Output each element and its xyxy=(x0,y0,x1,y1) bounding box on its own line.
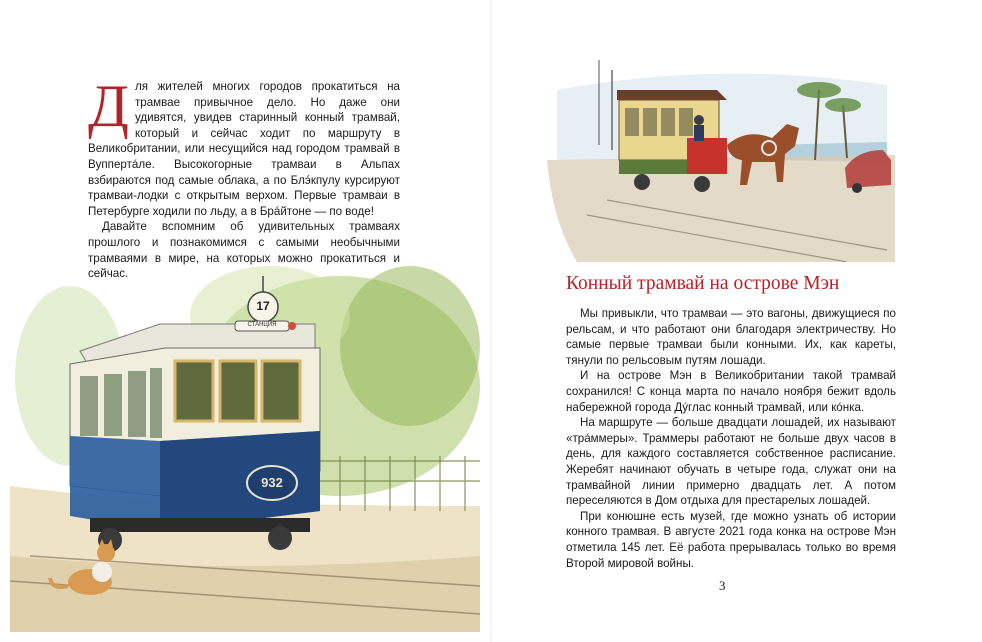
drop-cap: Д xyxy=(88,73,129,139)
page-number: 3 xyxy=(719,578,726,593)
intro-paragraph-2: Давайте вспомним об удивительных трамваях прошлого и познакомимся с самыми необычными трамваями в мире, на которых можно прокатиться и сейчас. xyxy=(88,220,400,281)
section-heading: Конный трамвай на острове Мэн xyxy=(566,273,840,294)
body-paragraph: На маршруте — больше двадцати лошадей, их называют «трáммеры». Траммеры работают не больше двух часов в день, для каждого составляется собственное расписание. Жеребят начинают обучать в четыре года, служат они на трамвайной линии примерно двадцать лет. А потом переселяются в Дом отдыха для престарелых лошадей. xyxy=(566,416,896,508)
tram-route-number: 17 xyxy=(256,299,270,313)
body-paragraph: Мы привыкли, что трамваи — это вагоны, движущиеся по рельсам, и что работают они благодаря электричеству. Но самые первые трамваи были конными. Их, как кареты, тянули по рельсовым путям лошади. xyxy=(566,307,896,367)
tram-route-sign: СТАНЦИЯ xyxy=(247,322,277,328)
tram-car-number: 932 xyxy=(261,475,283,490)
body-paragraph: При конюшне есть музей, где можно узнать об истории конного трамвая. В августе 2021 года конка на острове Мэн отметила 145 лет. Её работа прерывалась только во время Второй мировой войны. xyxy=(566,509,896,570)
body-paragraph: И на острове Мэн в Великобритании такой трамвай сохранился! С конца марта по начало ноября бежит вдоль набережной города Дýглас конный трамвай, или кóнка. xyxy=(566,369,896,414)
intro-paragraph-1-text: ля жителей многих городов прокатиться на трамвае привычное дело. Но даже они удивятся, увидев старинный конный трамвай, который и сейчас ходит по маршруту в Великобритании, или несущийся над городом трамвай в Вуппертáле. Высокогорные трамваи в Альпах взбираются под самые облака, а по Блэ́кпулу курсируют трамваи-лодки с открытым верхом. Первые трамваи в Петербурге ходили по льду, а в Брáйтоне — по воде! xyxy=(88,80,400,218)
horse-tram-illustration xyxy=(547,50,895,262)
tram-illustration xyxy=(10,256,480,632)
section-body xyxy=(566,306,896,571)
intro-text xyxy=(88,73,400,282)
book-gutter xyxy=(490,0,492,642)
intro-paragraph-1 xyxy=(88,73,400,219)
